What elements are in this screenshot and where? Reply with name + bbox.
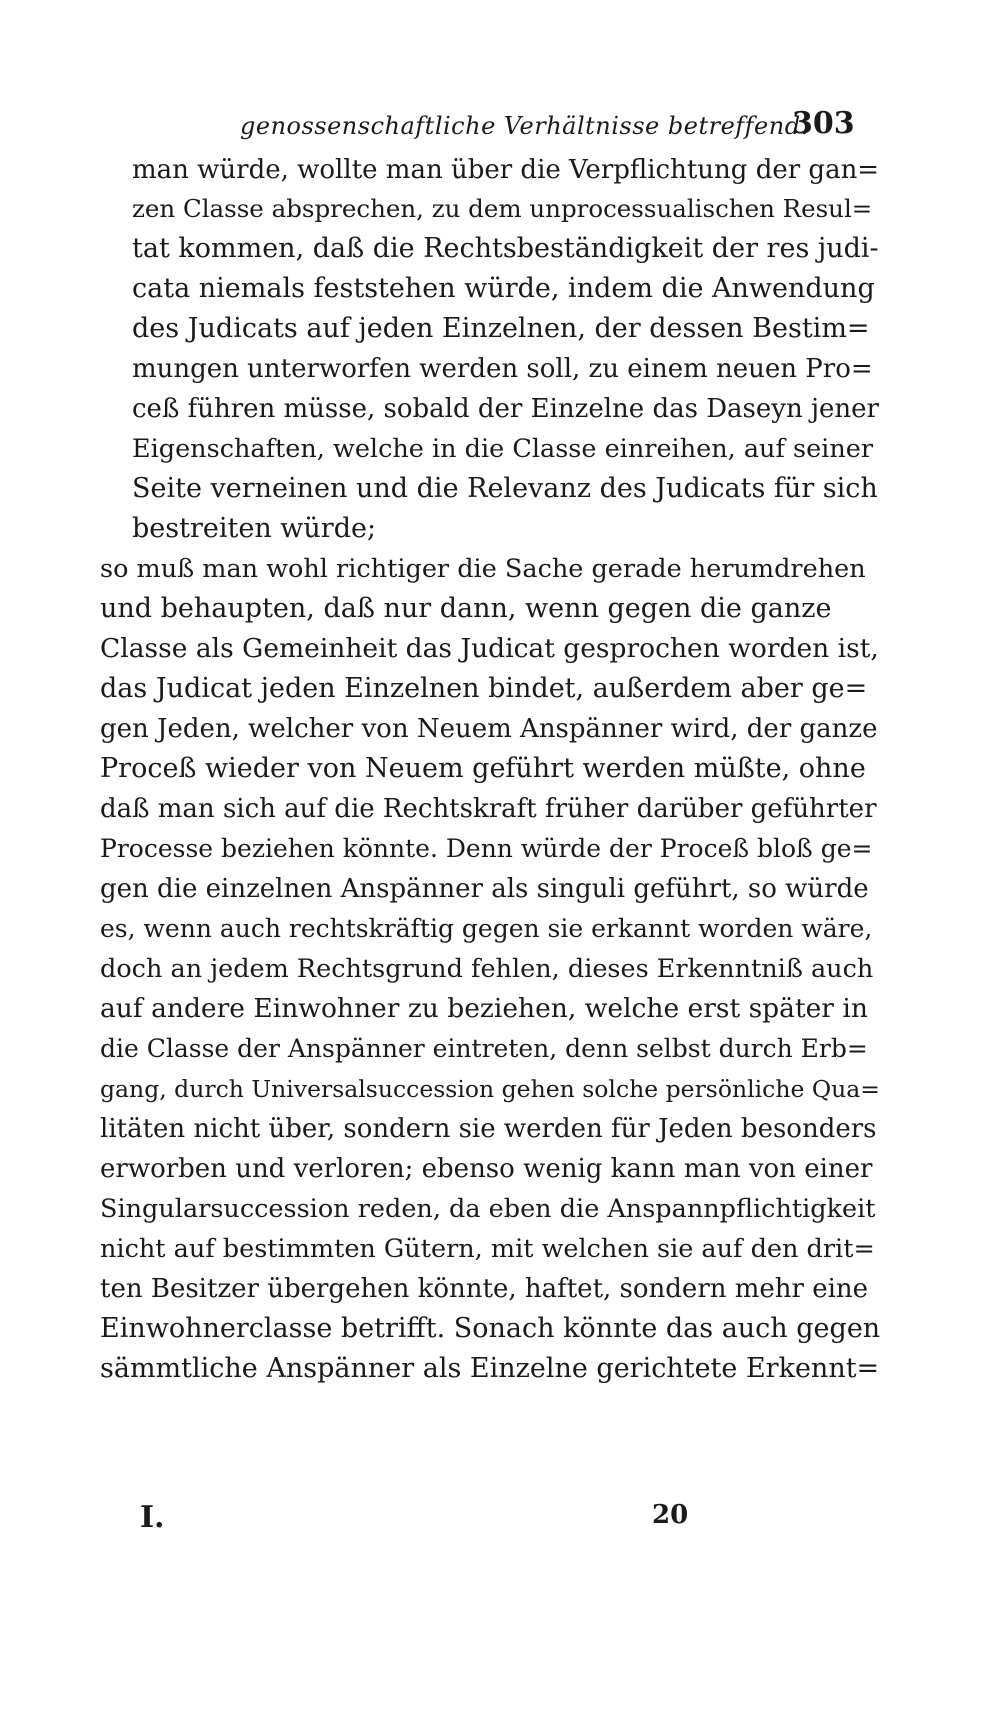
- text-line: Seite verneinen und die Relevanz des Judicats für sich: [132, 473, 878, 504]
- text-line: Singularsuccession reden, da eben die Anspannpflichtigkeit: [100, 1194, 876, 1224]
- text-line: des Judicats auf jeden Einzelnen, der dessen Bestim=: [132, 313, 870, 344]
- text-line: auf andere Einwohner zu beziehen, welche erst später in: [100, 993, 868, 1024]
- text-line: Classe als Gemeinheit das Judicat gesprochen worden ist,: [100, 633, 879, 664]
- text-line: erworben und verloren; ebenso wenig kann man von einer: [100, 1154, 873, 1184]
- text-line: Processe beziehen könnte. Denn würde der Proceß bloß ge=: [100, 834, 873, 863]
- text-line: ten Besitzer übergehen könnte, haftet, sondern mehr eine: [100, 1274, 869, 1304]
- text-line: zen Classe absprechen, zu dem unprocessualischen Resul=: [132, 194, 873, 223]
- text-line: man würde, wollte man über die Verpflichtung der gan=: [132, 155, 880, 185]
- text-line: Einwohnerclasse betrifft. Sonach könnte das auch gegen: [100, 1313, 881, 1344]
- text-line: und behaupten, daß nur dann, wenn gegen die ganze: [100, 593, 832, 624]
- text-line: die Classe der Anspänner eintreten, denn selbst durch Erb=: [100, 1034, 868, 1063]
- text-line: bestreiten würde;: [132, 513, 377, 544]
- text-line: gen Jeden, welcher von Neuem Anspänner wird, der ganze: [100, 714, 878, 744]
- text-line: litäten nicht über, sondern sie werden für Jeden besonders: [100, 1114, 877, 1144]
- text-line: nicht auf bestimmten Gütern, mit welchen sie auf den drit=: [100, 1234, 875, 1264]
- text-line: Proceß wieder von Neuem geführt werden müßte, ohne: [100, 753, 866, 784]
- text-line: es, wenn auch rechtskräftig gegen sie erkannt worden wäre,: [100, 914, 873, 943]
- running-head: genossenschaftliche Verhältnisse betreffend.: [240, 112, 809, 140]
- signature-number: 20: [652, 1500, 689, 1530]
- text-line: so muß man wohl richtiger die Sache gerade herumdrehen: [100, 554, 866, 584]
- text-line: ceß führen müsse, sobald der Einzelne das Daseyn jener: [132, 394, 879, 424]
- text-line: tat kommen, daß die Rechtsbeständigkeit der res judi-: [132, 233, 879, 264]
- signature-mark: I.: [140, 1500, 165, 1535]
- text-line: mungen unterworfen werden soll, zu einem neuen Pro=: [132, 354, 873, 384]
- text-line: sämmtliche Anspänner als Einzelne gerichtete Erkennt=: [100, 1353, 880, 1384]
- text-line: gen die einzelnen Anspänner als singuli geführt, so würde: [100, 874, 869, 904]
- text-line: das Judicat jeden Einzelnen bindet, außerdem aber ge=: [100, 673, 868, 704]
- text-line: doch an jedem Rechtsgrund fehlen, dieses Erkenntniß auch: [100, 954, 874, 984]
- text-line: daß man sich auf die Rechtskraft früher darüber geführter: [100, 794, 877, 824]
- text-line: cata niemals feststehen würde, indem die Anwendung: [132, 273, 875, 304]
- page-number: 303: [792, 106, 855, 141]
- text-line: Eigenschaften, welche in die Classe einreihen, auf seiner: [132, 434, 874, 464]
- text-line: gang, durch Universalsuccession gehen solche persönliche Qua=: [100, 1075, 880, 1103]
